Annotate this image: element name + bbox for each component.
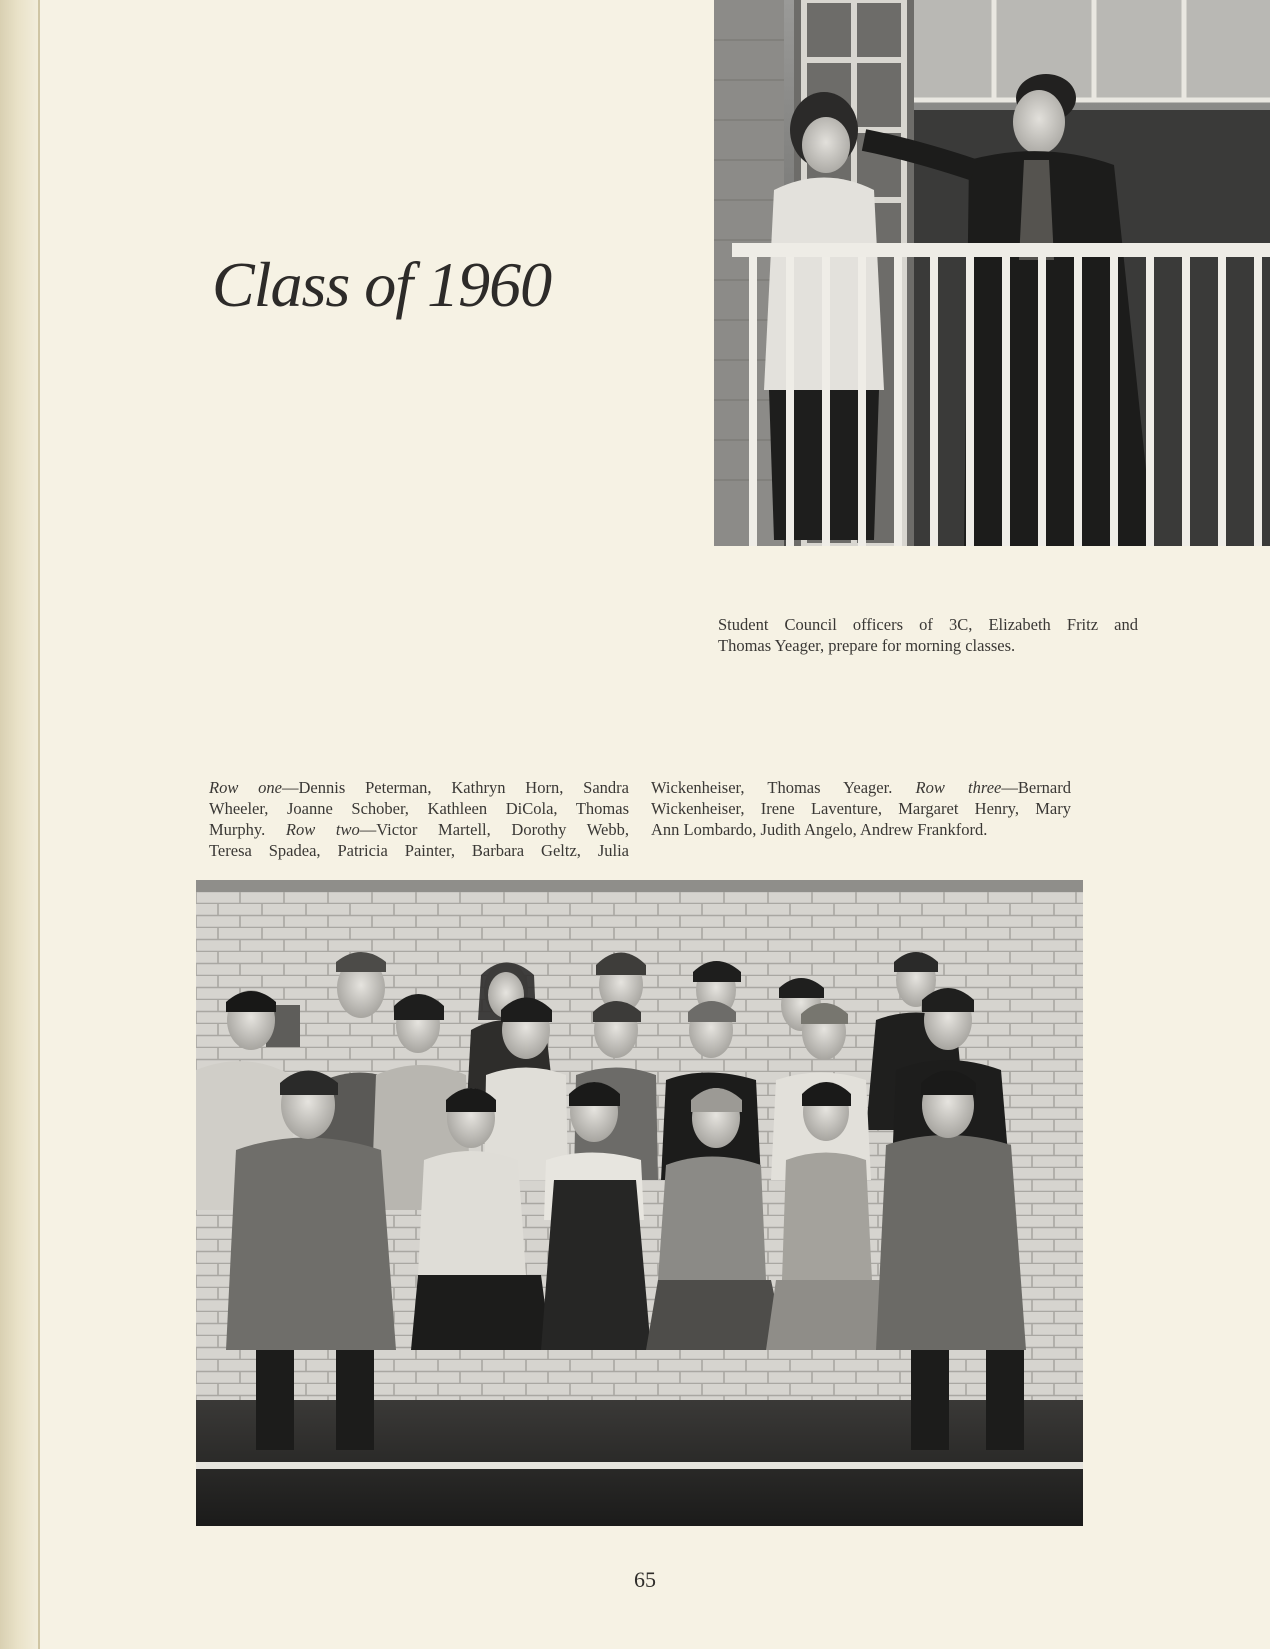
caption-line: Teresa Spadea, Patricia Painter, Barbara Geltz, Julia (209, 841, 629, 860)
officers-photo-caption (718, 614, 1138, 656)
officers-photo (714, 0, 1270, 546)
page-number: 65 (634, 1567, 656, 1592)
class-group-photo (196, 880, 1083, 1526)
group-caption-left (209, 777, 629, 861)
caption-line: Student Council officers of 3C, Elizabeth Fritz and (718, 615, 1138, 634)
row-label: Row two (285, 820, 360, 839)
caption-line (209, 777, 629, 798)
row-label: Row one (209, 778, 283, 797)
caption-line (651, 777, 1071, 798)
caption-text: —Bernard (1001, 778, 1072, 797)
caption-line (209, 819, 629, 840)
caption-text: —Dennis Peterman, Kathryn Horn, Sandra (282, 778, 629, 797)
page-spine-edge (38, 0, 40, 1649)
group-caption-right (651, 777, 1071, 840)
caption-text: Wickenheiser, Thomas Yeager. (651, 778, 916, 797)
caption-line: Wickenheiser, Irene Laventure, Margaret Henry, Mary (651, 799, 1071, 818)
caption-line: Thomas Yeager, prepare for morning classes. (718, 636, 1016, 655)
caption-text: Murphy. (209, 820, 286, 839)
caption-line: Ann Lombardo, Judith Angelo, Andrew Frankford. (651, 820, 988, 839)
page-spine-shadow (0, 0, 40, 1649)
row-label: Row three (915, 778, 1002, 797)
caption-text: —Victor Martell, Dorothy Webb, (359, 820, 629, 839)
caption-line: Wheeler, Joanne Schober, Kathleen DiCola, Thomas (209, 799, 629, 818)
page-title: Class of 1960 (212, 249, 552, 320)
